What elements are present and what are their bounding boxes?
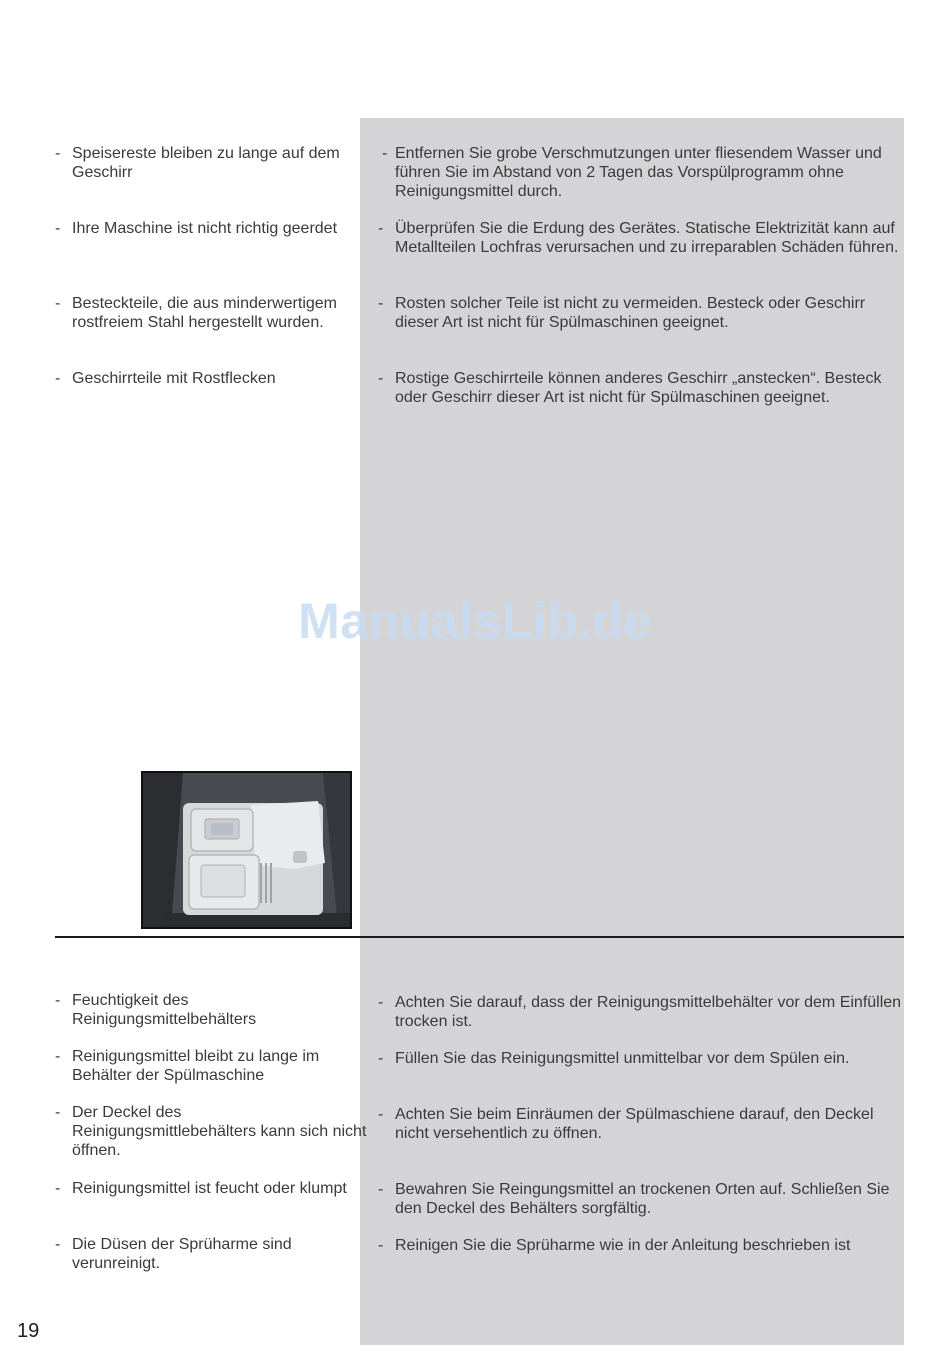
cause-text: Besteckteile, die aus minderwertigem rostfreiem Stahl hergestellt wurden. — [72, 295, 338, 331]
list-dash: - — [378, 1106, 384, 1123]
remedy-text: Reinigen Sie die Sprüharme wie in der Anleitung beschrieben ist — [395, 1237, 851, 1254]
list-dash: - — [55, 1236, 61, 1253]
cause-item — [55, 1236, 367, 1274]
cause-item — [55, 220, 367, 239]
cause-text: Ihre Maschine ist nicht richtig geerdet — [72, 220, 338, 237]
list-dash: - — [55, 370, 61, 387]
page-number: 19 — [17, 1320, 40, 1342]
cause-item — [55, 992, 367, 1030]
remedy-item — [378, 1106, 905, 1144]
list-dash: - — [55, 1104, 61, 1121]
remedy-item — [378, 1181, 905, 1219]
list-dash: - — [378, 994, 384, 1011]
detergent-dispenser-photo — [141, 771, 352, 929]
remedy-item — [378, 1050, 905, 1069]
list-dash: - — [55, 992, 61, 1009]
remedy-item — [378, 370, 905, 408]
dispenser-illustration — [143, 773, 350, 927]
remedy-text: Überprüfen Sie die Erdung des Gerätes. Statische Elektrizität kann auf Metallteilen Lochfras verursachen und zu irreparablen Schäden führen. — [395, 220, 899, 256]
cause-text: Reinigungsmittel ist feucht oder klumpt — [72, 1180, 347, 1197]
list-dash: - — [55, 145, 61, 162]
watermark: ManualsLib.de — [298, 593, 652, 649]
cause-text: Speisereste bleiben zu lange auf dem Geschirr — [72, 145, 340, 181]
list-dash: - — [55, 1180, 61, 1197]
cause-item — [55, 370, 367, 389]
list-dash: - — [378, 370, 384, 387]
cause-item — [55, 145, 367, 183]
list-dash: - — [378, 1050, 384, 1067]
cause-text: Geschirrteile mit Rostflecken — [72, 370, 276, 387]
section-divider — [55, 936, 904, 938]
list-dash: - — [55, 1048, 61, 1065]
list-dash: - — [378, 295, 384, 312]
list-dash: - — [55, 220, 61, 237]
remedy-text: Achten Sie darauf, dass der Reinigungsmittelbehälter vor dem Einfüllen trocken ist. — [395, 994, 902, 1030]
remedy-text: Bewahren Sie Reingungsmittel an trockenen Orten auf. Schließen Sie den Deckel des Behälters sorgfältig. — [395, 1181, 890, 1217]
cause-text: Feuchtigkeit des Reinigungsmittelbehälters — [72, 992, 257, 1028]
cause-text: Reinigungsmittel bleibt zu lange im Behälter der Spülmaschine — [72, 1048, 320, 1084]
remedy-text: Rosten solcher Teile ist nicht zu vermeiden. Besteck oder Geschirr dieser Art ist nicht für Spülmaschinen geeignet. — [395, 295, 866, 331]
list-dash: - — [55, 295, 61, 312]
remedy-text: Entfernen Sie grobe Verschmutzungen unter fliesendem Wasser und führen Sie im Abstand von 2 Tagen das Vorspülprogramm ohne Reinigungsmittel durch. — [395, 145, 882, 200]
cause-text: Der Deckel des Reinigungsmittlebehälters kann sich nicht öffnen. — [72, 1104, 367, 1159]
remedy-item — [378, 1237, 905, 1256]
remedy-item — [378, 994, 905, 1032]
remedy-text: Füllen Sie das Reinigungsmittel unmittelbar vor dem Spülen ein. — [395, 1050, 850, 1067]
list-dash: - — [378, 220, 384, 237]
list-dash: - — [382, 145, 388, 162]
cause-item — [55, 1048, 367, 1086]
remedy-text: Rostige Geschirrteile können anderes Geschirr „anstecken“. Besteck oder Geschirr dieser Art ist nicht für Spülmaschinen geeignet. — [395, 370, 882, 406]
remedy-item — [378, 220, 905, 258]
list-dash: - — [378, 1237, 384, 1254]
remedy-item — [378, 145, 905, 201]
remedy-text: Achten Sie beim Einräumen der Spülmaschiene darauf, den Deckel nicht versehentlich zu öffnen. — [395, 1106, 874, 1142]
remedy-item — [378, 295, 905, 333]
cause-item — [55, 1104, 367, 1160]
list-dash: - — [378, 1181, 384, 1198]
cause-text: Die Düsen der Sprüharme sind verunreinigt. — [72, 1236, 292, 1272]
cause-item — [55, 295, 367, 333]
cause-item — [55, 1180, 367, 1199]
